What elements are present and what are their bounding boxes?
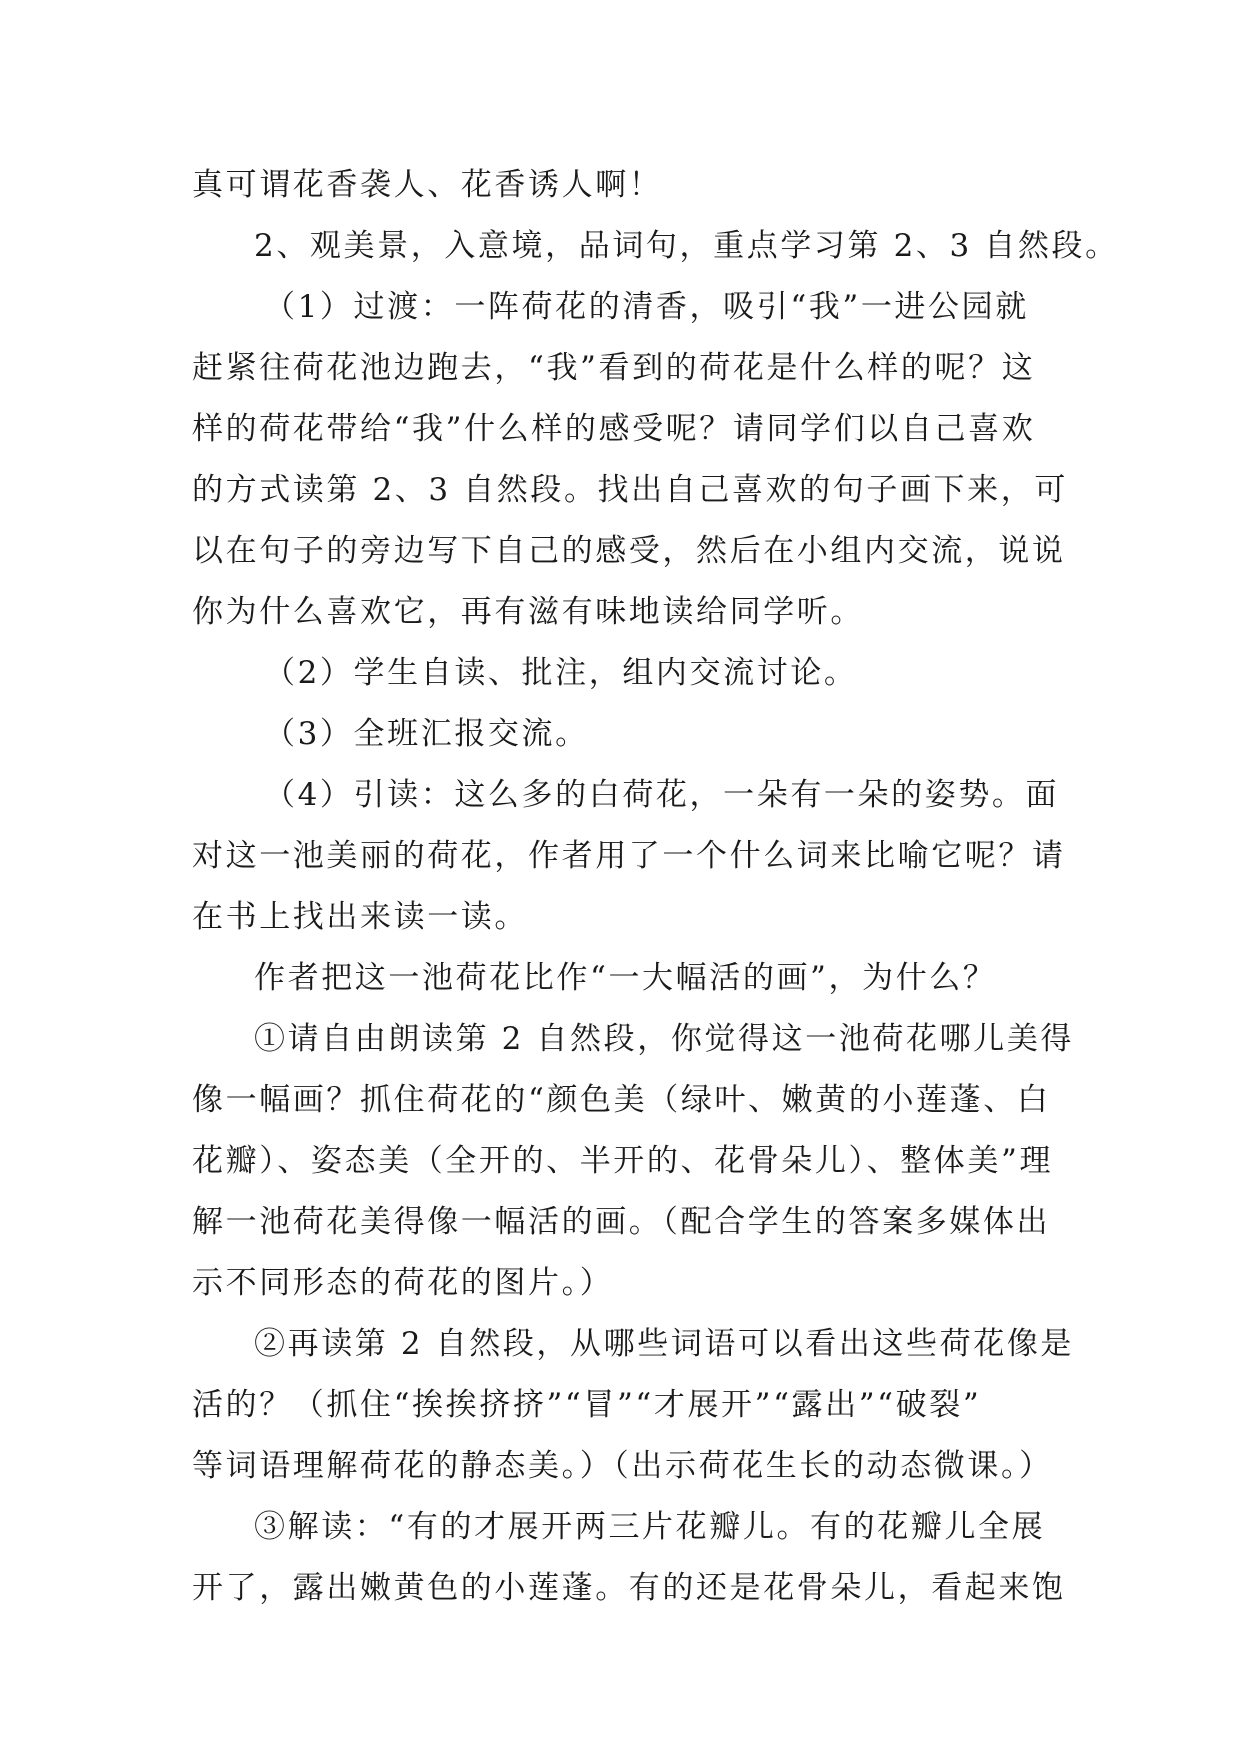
text-line: 对这一池美丽的荷花，作者用了一个什么词来比喻它呢？请 [192, 838, 1066, 874]
text-line: 开了，露出嫩黄色的小莲蓬。有的还是花骨朵儿，看起来饱 [192, 1570, 1066, 1606]
text-line: 的方式读第 2、3 自然段。找出自己喜欢的句子画下来，可 [192, 472, 1068, 508]
text-line: 在书上找出来读一读。 [192, 899, 528, 935]
text-line: 解一池荷花美得像一幅活的画。（配合学生的答案多媒体出 [192, 1204, 1051, 1240]
text-line: 花瓣）、姿态美（全开的、半开的、花骨朵儿）、整体美”理 [192, 1143, 1054, 1179]
text-line: 赶紧往荷花池边跑去，“我”看到的荷花是什么样的呢？这 [192, 350, 1036, 386]
text-line: 以在句子的旁边写下自己的感受，然后在小组内交流，说说 [192, 533, 1066, 569]
body-text [192, 155, 1119, 1619]
text-line: ③解读：“有的才展开两三片花瓣儿。有的花瓣儿全展 [254, 1509, 1046, 1545]
text-line: 等词语理解荷花的静态美。）（出示荷花生长的动态微课。） [192, 1448, 1053, 1484]
text-line: （3）全班汇报交流。 [264, 716, 589, 752]
text-line: （4）引读：这么多的白荷花，一朵有一朵的姿势。面 [264, 777, 1060, 813]
text-line: 你为什么喜欢它，再有滋有味地读给同学听。 [192, 594, 864, 630]
text-line: 活的？（抓住“挨挨挤挤”“冒”“才展开”“露出”“破裂” [192, 1387, 982, 1423]
text-line: 像一幅画？抓住荷花的“颜色美（绿叶、嫩黄的小莲蓬、白 [192, 1082, 1051, 1118]
text-line: （2）学生自读、批注，组内交流讨论。 [264, 655, 858, 691]
text-line: 样的荷花带给“我”什么样的感受呢？请同学们以自己喜欢 [192, 411, 1036, 447]
text-line: 示不同形态的荷花的图片。） [192, 1265, 614, 1301]
text-line: ①请自由朗读第 2 自然段，你觉得这一池荷花哪儿美得 [254, 1021, 1075, 1057]
text-line: 真可谓花香袭人、花香诱人啊！ [192, 167, 663, 203]
text-line: 2、观美景，入意境，品词句，重点学习第 2、3 自然段。 [254, 228, 1119, 264]
text-line: （1）过渡：一阵荷花的清香，吸引“我”一进公园就 [264, 289, 1029, 325]
text-line: ②再读第 2 自然段，从哪些词语可以看出这些荷花像是 [254, 1326, 1075, 1362]
text-line: 作者把这一池荷花比作“一大幅活的画”，为什么？ [254, 960, 997, 996]
